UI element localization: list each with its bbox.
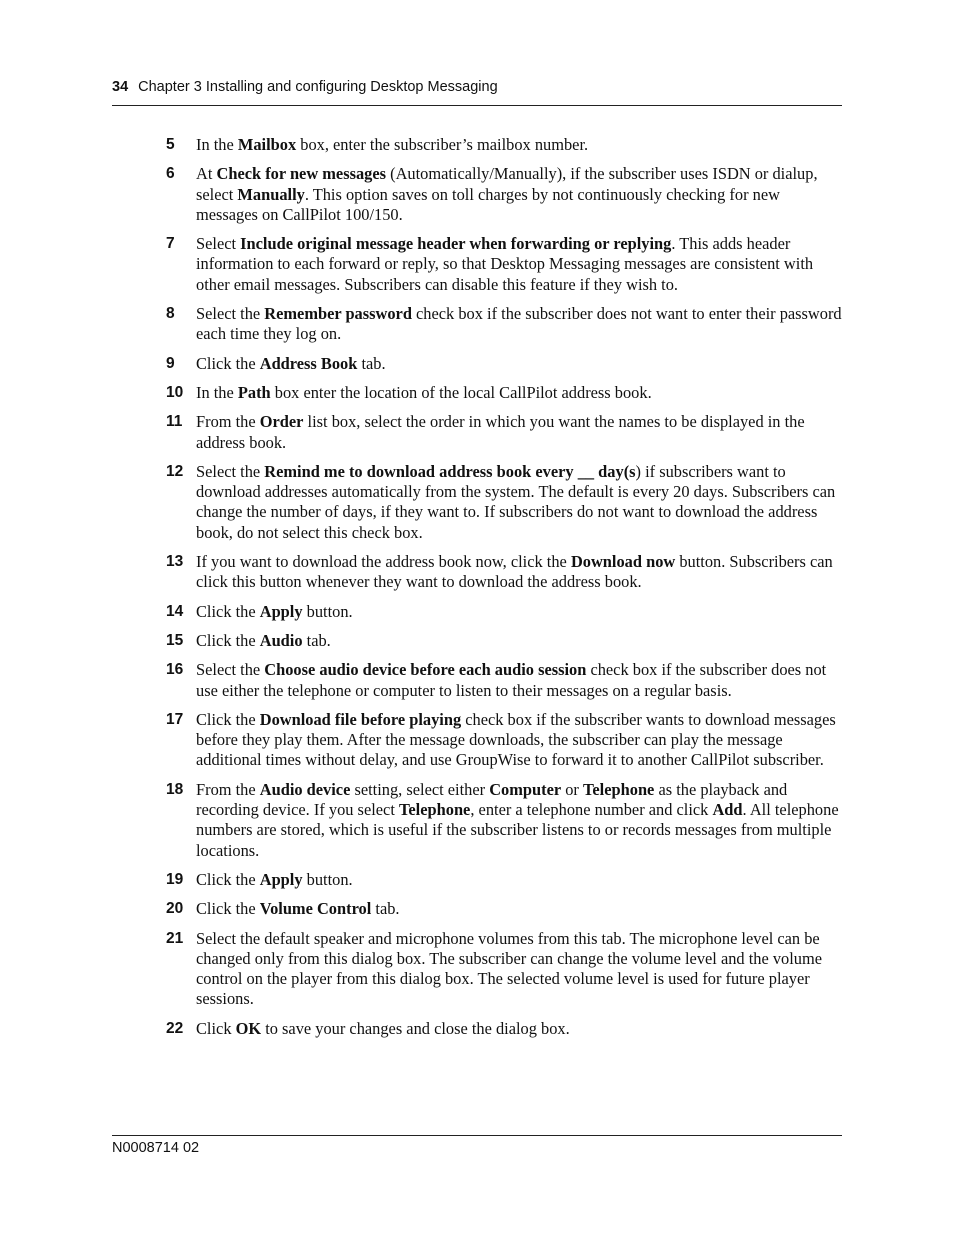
step-number: 11 xyxy=(166,413,183,431)
text-run: Select xyxy=(196,234,241,254)
text-run: . All telephone numbers are stored, which is useful if the subscriber listens to or records messages from multiple locations. xyxy=(196,800,839,860)
ui-term: Audio device xyxy=(259,779,351,799)
ui-term: Audio xyxy=(259,630,303,650)
step-text xyxy=(196,354,842,374)
text-run: box enter the location of the local CallPilot address book. xyxy=(270,382,652,402)
text-run: In the xyxy=(196,382,238,402)
step-item xyxy=(166,929,842,1010)
text-run: Select the xyxy=(196,660,265,680)
step-number: 16 xyxy=(166,661,184,679)
step-number: 22 xyxy=(166,1019,184,1037)
step-item xyxy=(166,383,842,403)
text-run: button. xyxy=(302,869,353,889)
step-item xyxy=(166,234,842,295)
step-number: 10 xyxy=(166,383,184,401)
step-text xyxy=(196,462,842,543)
step-item xyxy=(166,631,842,651)
page-header xyxy=(112,79,842,106)
step-number: 8 xyxy=(166,305,175,323)
ui-term: Download file before playing xyxy=(259,709,462,729)
text-run: . This option saves on toll charges by not continuously checking for new messages on CallPilot 100/150. xyxy=(196,184,780,224)
text-run: button. Subscribers can click this button whenever they want to download the address book. xyxy=(196,552,833,592)
step-item xyxy=(166,710,842,771)
step-text xyxy=(196,304,842,345)
step-text xyxy=(196,710,842,771)
text-run: Click xyxy=(196,1018,236,1038)
step-item xyxy=(166,552,842,593)
step-text xyxy=(196,383,842,403)
step-item xyxy=(166,870,842,890)
step-item xyxy=(166,780,842,861)
ui-term: Telephone xyxy=(582,779,655,799)
text-run: Click the xyxy=(196,353,260,373)
ui-term: Mailbox xyxy=(237,135,297,154)
text-run: tab. xyxy=(302,630,331,650)
text-run: Click the xyxy=(196,630,260,650)
step-item xyxy=(166,354,842,374)
text-run: From the xyxy=(196,412,260,432)
step-number: 21 xyxy=(166,929,184,947)
text-run: If you want to download the address book now, click the xyxy=(196,552,571,572)
text-run: or xyxy=(561,779,583,799)
text-run: check box if the subscriber does not use either the telephone or computer to listen to their messages on a regular basis. xyxy=(196,660,827,700)
ui-term: Check for new messages xyxy=(216,164,387,184)
text-run: Click the xyxy=(196,601,260,621)
ui-term: Remember password xyxy=(264,304,412,324)
step-text xyxy=(196,631,842,651)
text-run: check box if the subscriber wants to download messages before they play them. After the message downloads, the subscriber can play the message additional times without delay, and use GroupWise to forward it to another CallPilot subscriber. xyxy=(196,709,836,770)
text-run: Click the xyxy=(196,899,260,919)
page-footer xyxy=(112,1135,842,1156)
text-run: Select the xyxy=(196,304,265,324)
step-item xyxy=(166,1019,842,1039)
step-number: 17 xyxy=(166,710,184,728)
step-text xyxy=(196,234,842,295)
ui-term: Apply xyxy=(259,601,303,621)
step-text xyxy=(196,412,842,453)
step-text xyxy=(196,135,842,155)
text-run: to save your changes and close the dialog box. xyxy=(261,1018,570,1038)
procedure-steps xyxy=(166,135,842,1048)
step-item xyxy=(166,602,842,622)
ui-term: Order xyxy=(259,412,304,432)
text-run: Click the xyxy=(196,709,260,729)
step-item xyxy=(166,164,842,225)
ui-term: Choose audio device before each audio session xyxy=(264,660,587,680)
ui-term: OK xyxy=(235,1018,262,1038)
step-item xyxy=(166,135,842,155)
step-number: 13 xyxy=(166,553,184,571)
ui-term: Volume Control xyxy=(259,899,372,919)
text-run: box, enter the subscriber’s mailbox number. xyxy=(296,135,589,154)
ui-term: Manually xyxy=(237,184,305,204)
ui-term: Download now xyxy=(570,552,676,572)
step-item xyxy=(166,899,842,919)
text-run: check box if the subscriber does not want to enter their password each time they log on. xyxy=(196,304,842,344)
step-item xyxy=(166,462,842,543)
text-run: From the xyxy=(196,779,260,799)
document-id: N0008714 02 xyxy=(112,1140,200,1156)
step-item xyxy=(166,304,842,345)
text-run: At xyxy=(196,164,217,184)
step-number: 19 xyxy=(166,870,184,888)
ui-term: Address Book xyxy=(259,353,358,373)
step-text xyxy=(196,552,842,593)
step-text xyxy=(196,780,842,861)
step-number: 9 xyxy=(166,354,175,372)
step-number: 12 xyxy=(166,462,184,480)
step-text xyxy=(196,660,842,701)
ui-term: Telephone xyxy=(398,800,471,820)
text-run: Click the xyxy=(196,869,260,889)
text-run: button. xyxy=(302,601,353,621)
step-number: 14 xyxy=(166,602,184,620)
step-number: 20 xyxy=(166,900,184,918)
step-number: 6 xyxy=(166,165,175,183)
text-run: Select the default speaker and microphone volumes from this tab. The microphone level can be changed only from this dialog box. The subscriber can change the volume level and the volume control on the player from this dialog box. The selected volume level is used for future player sessions. xyxy=(196,928,823,1009)
ui-term: Apply xyxy=(259,869,303,889)
ui-term: Include original message header when forwarding or replying xyxy=(240,234,672,254)
text-run: Select the xyxy=(196,461,265,481)
text-run: . This adds header information to each forward or reply, so that Desktop Messaging messages are consistent with other email messages. Subscribers can disable this feature if they wish to. xyxy=(196,234,814,294)
text-run: setting, select either xyxy=(350,779,490,799)
text-run: In the xyxy=(196,135,238,154)
step-item xyxy=(166,412,842,453)
ui-term: Computer xyxy=(489,779,562,799)
step-text xyxy=(196,899,842,919)
step-item xyxy=(166,660,842,701)
text-run: ) if subscribers want to download addresses automatically from the system. The default is every 20 days. Subscribers can change the number of days, if they want to. If subscribers do not want to download the address book, do not select this check box. xyxy=(196,461,836,542)
text-run: , enter a telephone number and click xyxy=(470,800,713,820)
ui-term: Path xyxy=(237,382,271,402)
ui-term: Add xyxy=(712,800,743,820)
text-run: list box, select the order in which you want the names to be displayed in the address book. xyxy=(196,412,805,452)
step-text xyxy=(196,929,842,1010)
text-run: as the playback and recording device. If you select xyxy=(196,779,788,820)
text-run: tab. xyxy=(357,353,386,373)
step-text xyxy=(196,164,842,225)
step-number: 15 xyxy=(166,631,184,649)
text-run: tab. xyxy=(371,899,400,919)
step-number: 18 xyxy=(166,780,184,798)
chapter-title: Chapter 3 Installing and configuring Desktop Messaging xyxy=(138,79,498,95)
text-run: (Automatically/Manually), if the subscriber uses ISDN or dialup, select xyxy=(196,164,818,204)
step-text xyxy=(196,602,842,622)
step-number: 7 xyxy=(166,235,175,253)
step-text xyxy=(196,1019,842,1039)
page-number: 34 xyxy=(112,79,129,95)
step-text xyxy=(196,870,842,890)
step-number: 5 xyxy=(166,136,175,153)
ui-term: Remind me to download address book every __ day(s xyxy=(264,461,636,481)
